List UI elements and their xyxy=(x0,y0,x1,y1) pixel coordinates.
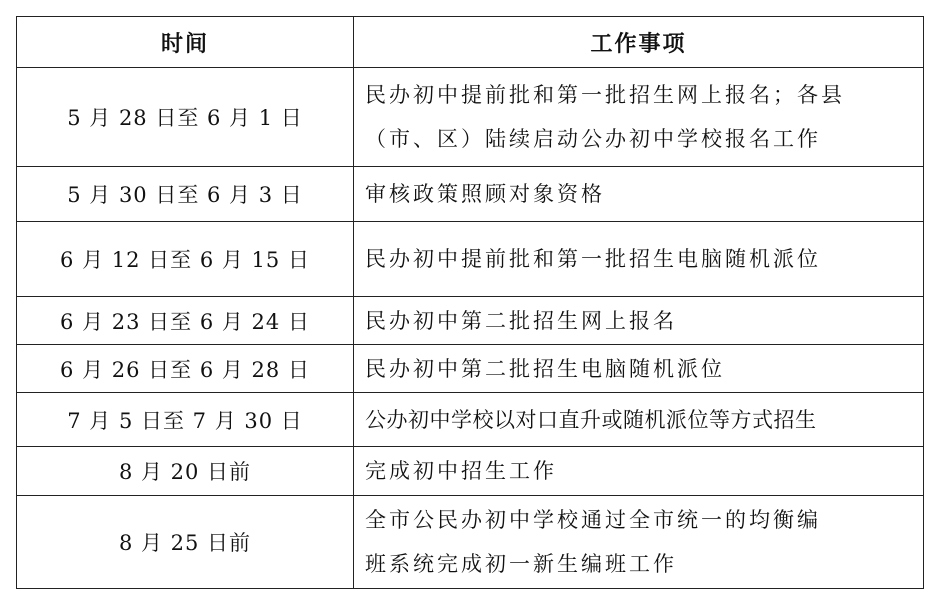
table-header xyxy=(17,17,924,68)
table-body xyxy=(17,68,924,589)
item-line: 民办初中提前批和第一批招生电脑随机派位 xyxy=(365,247,821,271)
item-line: 完成初中招生工作 xyxy=(365,459,557,483)
time-cell: 6 月 12 日至 6 月 15 日 xyxy=(17,222,354,297)
table-row xyxy=(17,297,924,345)
item-line: 民办初中第二批招生电脑随机派位 xyxy=(365,356,725,381)
item-line: 公办初中学校以对口直升或随机派位等方式招生 xyxy=(365,407,817,432)
table-row xyxy=(17,496,924,589)
item-cell xyxy=(354,345,924,393)
table-row xyxy=(17,68,924,167)
item-cell xyxy=(354,496,924,589)
item-line: 民办初中第二批招生网上报名 xyxy=(365,308,677,333)
header-row xyxy=(17,17,924,68)
header-time: 时间 xyxy=(17,17,354,68)
item-cell xyxy=(354,167,924,222)
item-line: （市、区）陆续启动公办初中学校报名工作 xyxy=(365,127,821,151)
item-line: 民办初中提前批和第一批招生网上报名；各县 xyxy=(365,83,845,107)
table-row xyxy=(17,447,924,496)
table-row xyxy=(17,393,924,447)
item-cell xyxy=(354,447,924,496)
item-line: 审核政策照顾对象资格 xyxy=(365,182,605,206)
time-cell: 6 月 26 日至 6 月 28 日 xyxy=(17,345,354,393)
item-cell xyxy=(354,68,924,167)
table-row xyxy=(17,167,924,222)
item-line: 全市公民办初中学校通过全市统一的均衡编 xyxy=(365,508,821,532)
time-cell: 5 月 28 日至 6 月 1 日 xyxy=(17,68,354,167)
time-cell: 7 月 5 日至 7 月 30 日 xyxy=(17,393,354,447)
item-line: 班系统完成初一新生编班工作 xyxy=(365,552,677,576)
item-cell xyxy=(354,222,924,297)
header-item: 工作事项 xyxy=(354,17,924,68)
enrollment-schedule-table xyxy=(16,16,924,589)
time-cell: 6 月 23 日至 6 月 24 日 xyxy=(17,297,354,345)
item-cell xyxy=(354,297,924,345)
item-cell xyxy=(354,393,924,447)
table-row xyxy=(17,345,924,393)
table-row xyxy=(17,222,924,297)
time-cell: 8 月 25 日前 xyxy=(17,496,354,589)
time-cell: 5 月 30 日至 6 月 3 日 xyxy=(17,167,354,222)
time-cell: 8 月 20 日前 xyxy=(17,447,354,496)
